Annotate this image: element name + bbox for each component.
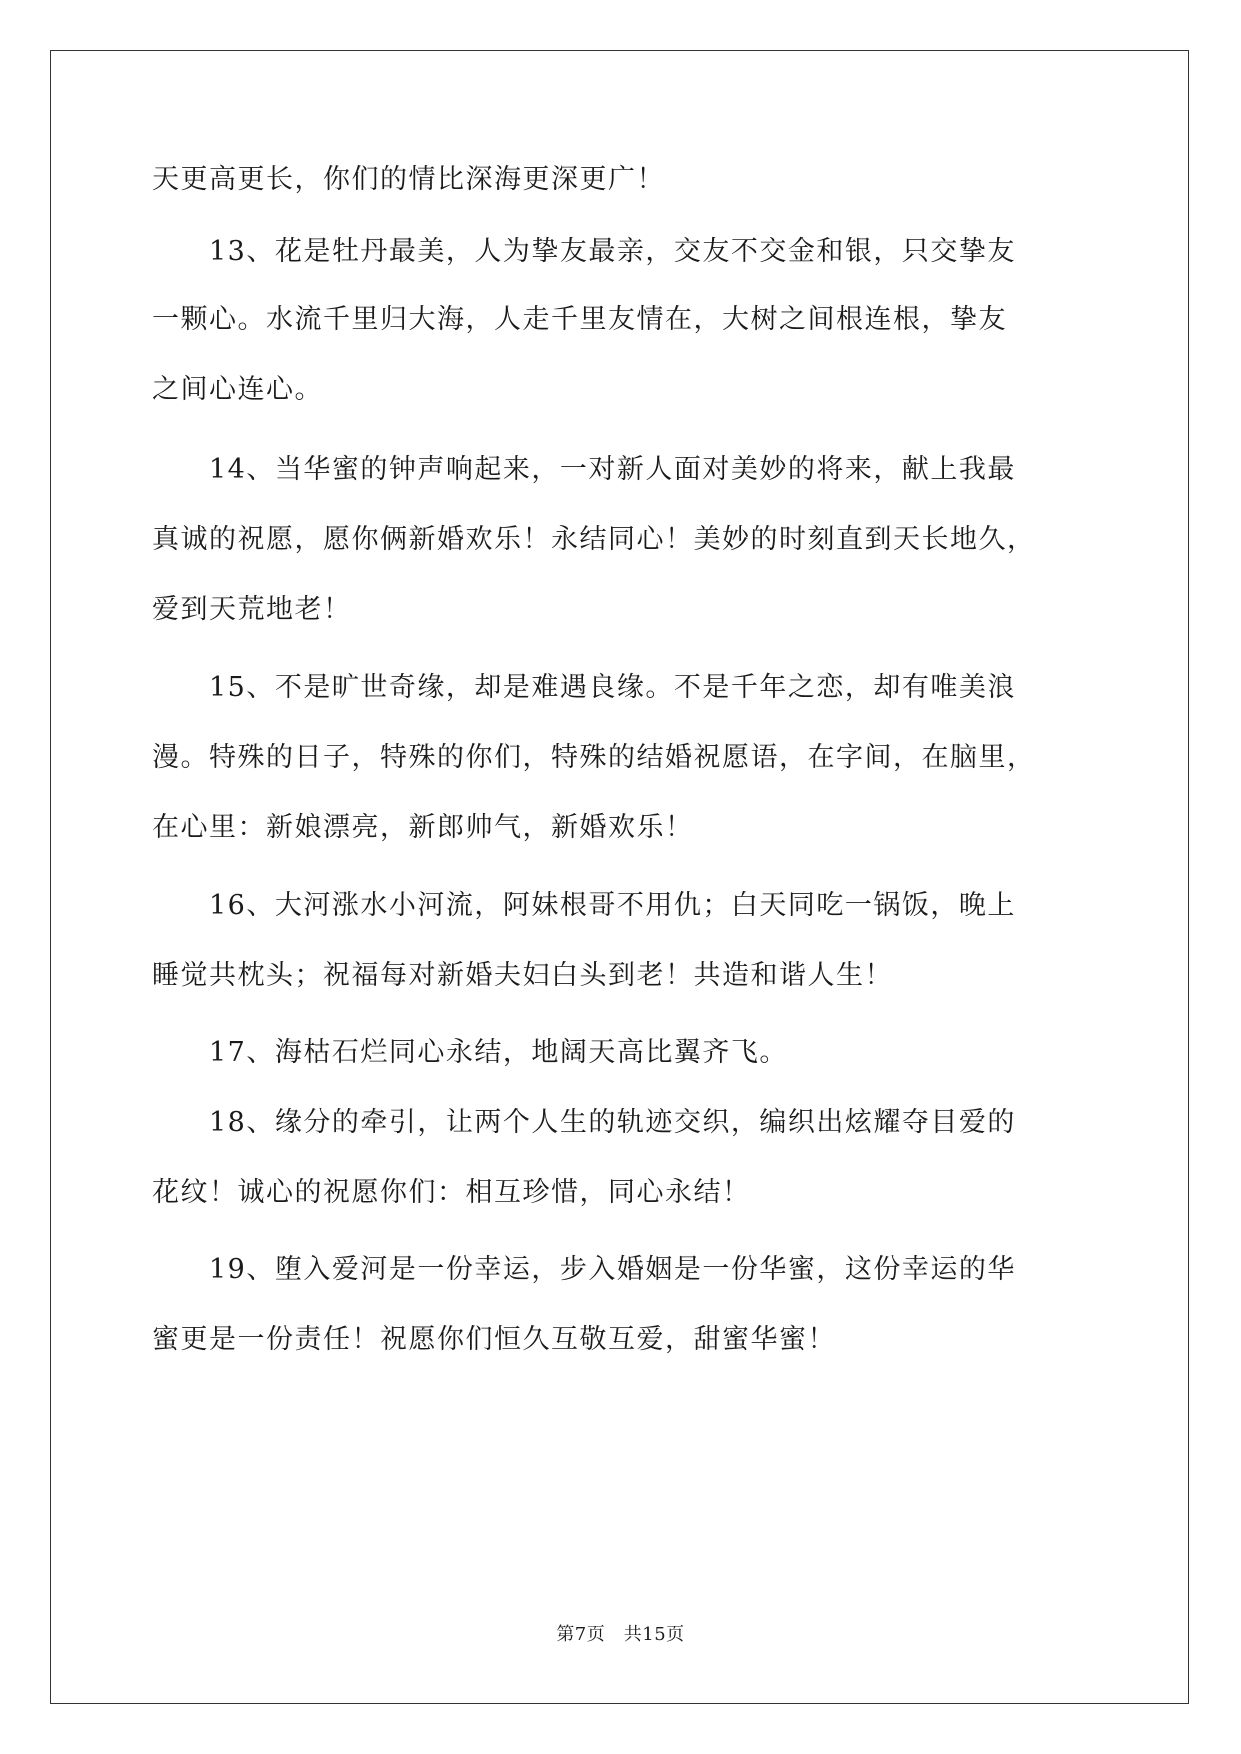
text-line: 15、不是旷世奇缘，却是难遇良缘。不是千年之恋，却有唯美浪 <box>152 672 1016 703</box>
text-line: 13、花是牡丹最美，人为挚友最亲，交友不交金和银，只交挚友 <box>152 236 1016 267</box>
text-line: 真诚的祝愿，愿你俩新婚欢乐！永结同心！美妙的时刻直到天长地久， <box>152 524 1036 555</box>
text-line: 17、海枯石烂同心永结，地阔天高比翼齐飞。 <box>152 1037 788 1068</box>
page-border <box>50 50 1189 1704</box>
text-line: 漫。特殊的日子，特殊的你们，特殊的结婚祝愿语，在字间，在脑里， <box>152 742 1036 773</box>
page-number-footer: 第7页 共15页 <box>556 1624 685 1645</box>
text-line: 14、当华蜜的钟声响起来，一对新人面对美妙的将来，献上我最 <box>152 454 1016 485</box>
text-line: 爱到天荒地老！ <box>152 594 352 625</box>
text-line: 18、缘分的牵引，让两个人生的轨迹交织，编织出炫耀夺目爱的 <box>152 1107 1016 1138</box>
text-line: 天更高更长，你们的情比深海更深更广！ <box>152 164 665 195</box>
text-line: 在心里：新娘漂亮，新郎帅气，新婚欢乐！ <box>152 812 694 843</box>
text-line: 睡觉共枕头；祝福每对新婚夫妇白头到老！共造和谐人生！ <box>152 960 893 991</box>
text-line: 花纹！诚心的祝愿你们：相互珍惜，同心永结！ <box>152 1177 751 1208</box>
text-line: 一颗心。水流千里归大海，人走千里友情在，大树之间根连根，挚友 <box>152 304 1007 335</box>
text-line: 16、大河涨水小河流，阿妹根哥不用仇；白天同吃一锅饭，晚上 <box>152 890 1016 921</box>
text-line: 之间心连心。 <box>152 374 323 405</box>
text-line: 19、堕入爱河是一份幸运，步入婚姻是一份华蜜，这份幸运的华 <box>152 1254 1016 1285</box>
text-line: 蜜更是一份责任！祝愿你们恒久互敬互爱，甜蜜华蜜！ <box>152 1324 836 1355</box>
